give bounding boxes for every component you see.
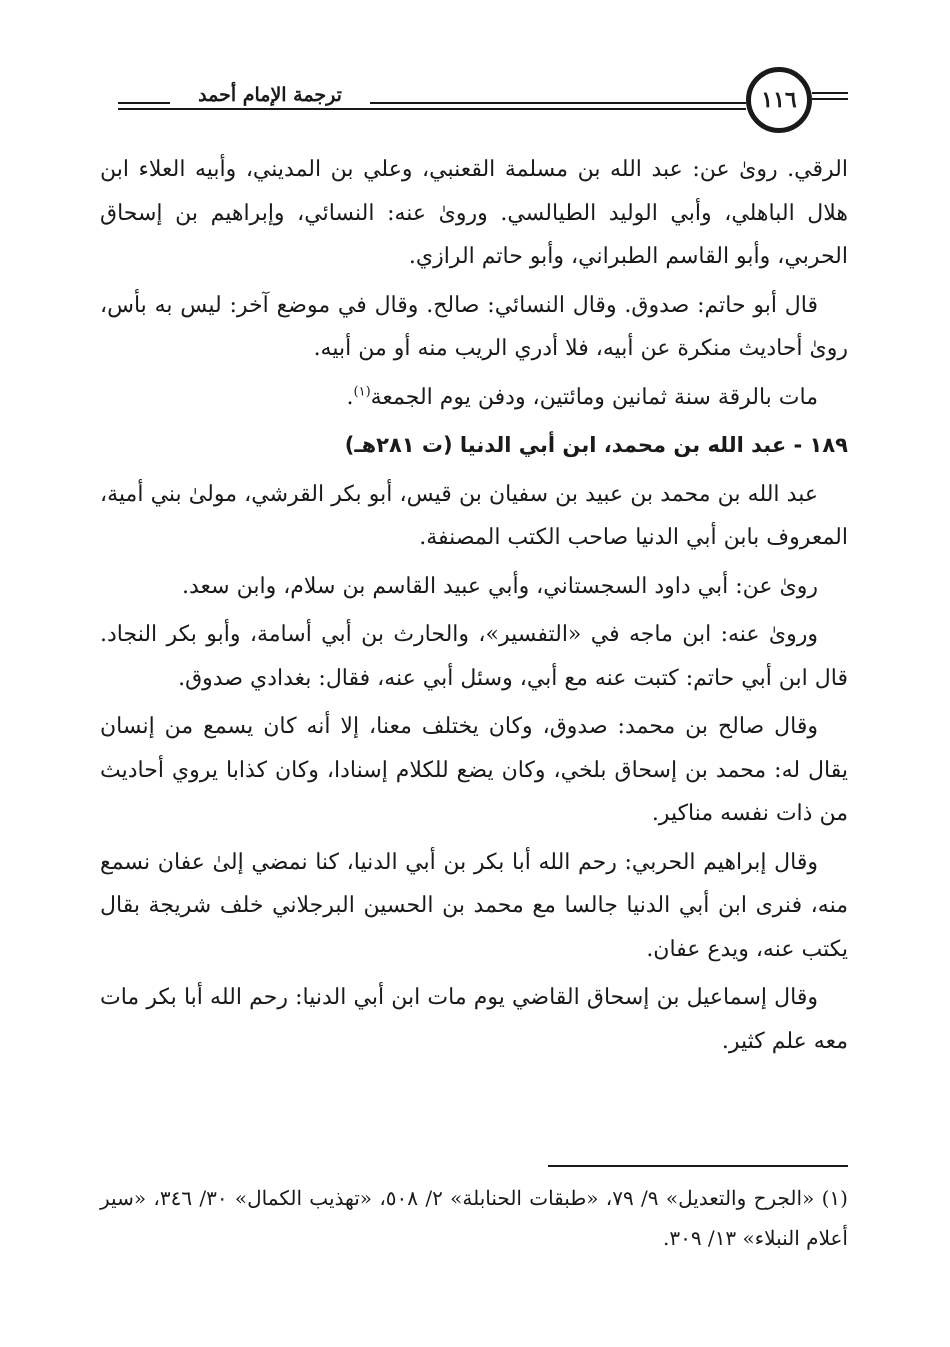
paragraph: وقال إسماعيل بن إسحاق القاضي يوم مات ابن أبي الدنيا: رحم الله أبا بكر مات معه علم كثير. [100,985,848,1054]
paragraph-end: . [346,384,354,410]
page-number: ١١٦ [746,67,812,133]
entry-heading: ١٨٩ - عبد الله بن محمد، ابن أبي الدنيا (ت ٢٨١هـ) [344,433,848,457]
paragraph-text: مات بالرقة سنة ثمانين ومائتين، ودفن يوم الجمعة [370,384,818,410]
paragraph: الرقي. روىٰ عن: عبد الله بن مسلمة القعنبي، وعلي بن المديني، وأبيه العلاء ابن هلال الباهلي، وأبي الوليد الطيالسي. وروىٰ عنه: النسائي، وإبراهيم بن إسحاق الحربي، وأبو القاسم الطبراني، وأبو حاتم الرازي. [100,157,848,269]
footnote-separator [548,1165,848,1167]
paragraph: قال أبو حاتم: صدوق. وقال النسائي: صالح. وقال في موضع آخر: ليس به بأس، روىٰ أحاديث منكرة عن أبيه، فلا أدري الريب منه أو من أبيه. [100,292,848,361]
header-rule [118,108,746,110]
running-head-title: ترجمة الإمام أحمد [170,84,370,106]
header-rule [812,98,848,100]
paragraph: وقال إبراهيم الحربي: رحم الله أبا بكر بن أبي الدنيا، كنا نمضي إلىٰ عفان نسمع منه، فنرى ابن أبي الدنيا جالسا مع محمد بن الحسين البرجلاني خلف شريجة بقال يكتب عنه، ويدع عفان. [100,849,848,962]
paragraph: عبد الله بن محمد بن عبيد بن سفيان بن قيس، أبو بكر القرشي، مولىٰ بني أمية، المعروف بابن أبي الدنيا صاحب الكتب المصنفة. [100,481,848,550]
paragraph: وروىٰ عنه: ابن ماجه في «التفسير»، والحارث بن أبي أسامة، وأبو بكر النجاد. قال ابن أبي حاتم: كتبت عنه مع أبي، وسئل أبي عنه، فقال: بغدادي صدوق. [100,622,848,691]
header-rule [812,92,848,94]
page-header [118,62,848,138]
footnote-text: (١) «الجرح والتعديل» ٩/ ٧٩، «طبقات الحنابلة» ٢/ ٥٠٨، «تهذيب الكمال» ٣٠/ ٣٤٦، «سير أعلام النبلاء» ١٣/ ٣٠٩. [100,1186,848,1250]
paragraph: وقال صالح بن محمد: صدوق، وكان يختلف معنا، إلا أنه كان يسمع من إنسان يقال له: محمد بن إسحاق بلخي، وكان يضع للكلام إسنادا، وكان كذابا يروي أحاديث من ذات نفسه مناكير. [100,714,848,826]
footnotes [100,1178,848,1258]
footnote-ref: (١) [353,384,371,400]
main-text [100,148,848,1068]
paragraph [100,376,848,420]
paragraph: روىٰ عن: أبي داود السجستاني، وأبي عبيد القاسم بن سلام، وابن سعد. [182,573,818,599]
